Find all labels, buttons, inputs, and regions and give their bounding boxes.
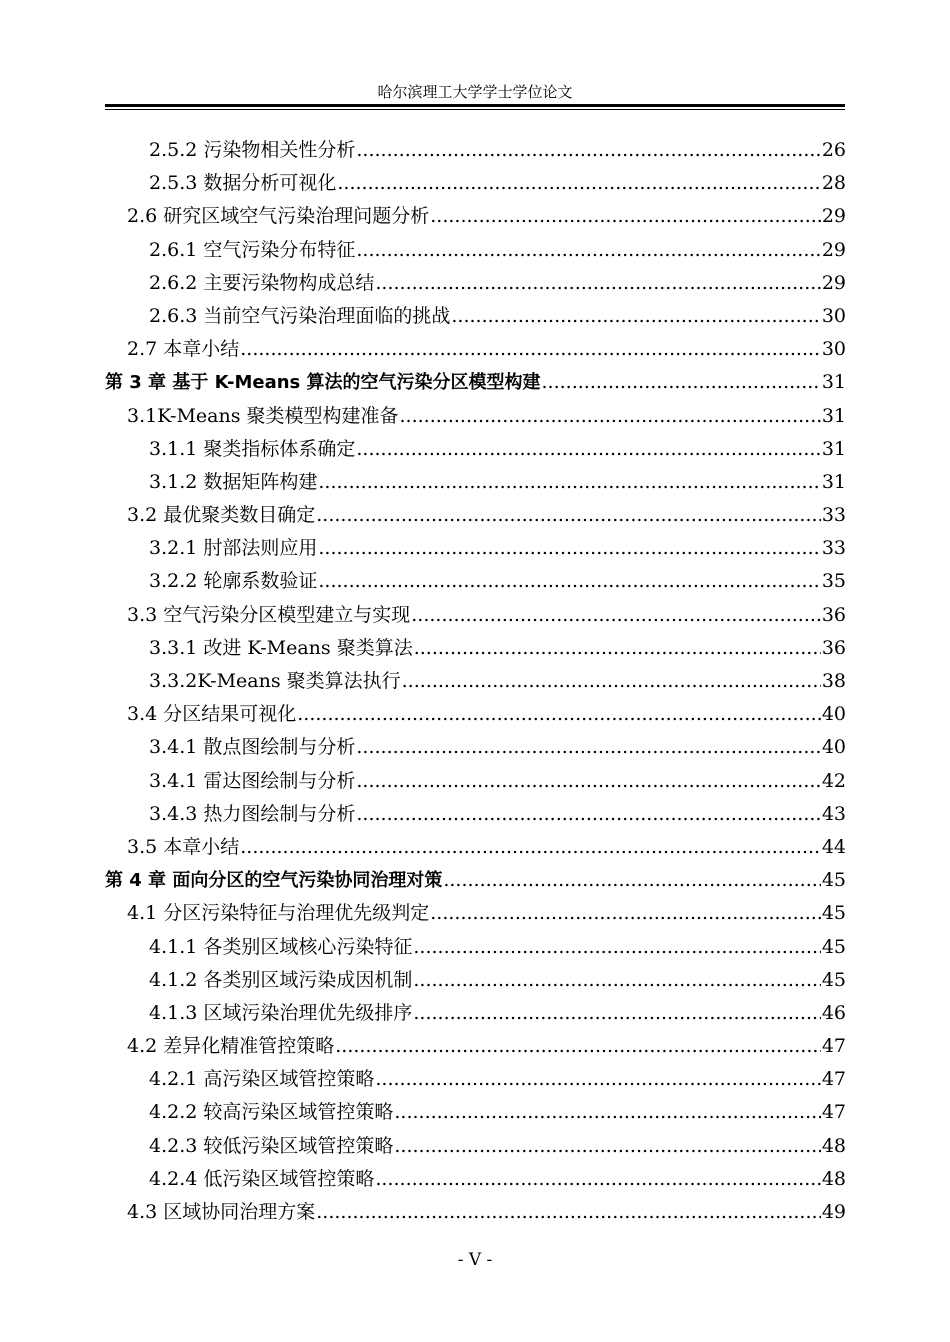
toc-dot-leader	[316, 499, 821, 532]
toc-dot-leader	[356, 765, 820, 798]
toc-entry-page: 29	[821, 238, 846, 261]
toc-entry[interactable]	[105, 765, 846, 798]
toc-entry-page: 31	[821, 470, 846, 493]
toc-entry[interactable]	[105, 466, 846, 499]
toc-entry-page: 31	[821, 404, 846, 427]
toc-entry[interactable]	[105, 632, 846, 665]
toc-entry-title: 3.4 分区结果可视化	[127, 703, 297, 726]
toc-entry-title: 3.1K-Means 聚类模型构建准备	[127, 404, 399, 427]
toc-entry-title: 3.3.1 改进 K-Means 聚类算法	[149, 636, 413, 659]
toc-entry[interactable]	[105, 731, 846, 764]
toc-dot-leader	[375, 1163, 820, 1196]
toc-dot-leader	[337, 167, 820, 200]
toc-entry[interactable]	[105, 366, 846, 399]
toc-entry-page: 43	[821, 802, 846, 825]
toc-dot-leader	[400, 400, 821, 433]
toc-dot-leader	[356, 234, 820, 267]
running-header: 哈尔滨理工大学学士学位论文	[377, 83, 573, 101]
toc-entry[interactable]	[105, 665, 846, 698]
toc-entry[interactable]	[105, 997, 846, 1030]
page-number: - V -	[457, 1250, 493, 1270]
toc-entry-title: 2.6.2 主要污染物构成总结	[149, 271, 375, 294]
toc-entry-page: 40	[821, 703, 846, 726]
toc-dot-leader	[542, 366, 821, 399]
toc-entry-title: 3.3.2K-Means 聚类算法执行	[149, 670, 401, 692]
toc-dot-leader	[413, 997, 820, 1030]
toc-entry-page: 47	[821, 1068, 846, 1091]
toc-entry-title: 4.1.3 区域污染治理优先级排序	[149, 1001, 413, 1024]
toc-entry[interactable]	[105, 333, 846, 366]
toc-entry-page: 26	[821, 139, 846, 161]
toc-entry-page: 29	[821, 205, 846, 228]
toc-dot-leader	[430, 897, 821, 930]
toc-entry[interactable]	[105, 798, 846, 831]
toc-entry-page: 29	[821, 271, 846, 294]
toc-entry[interactable]	[105, 831, 846, 864]
toc-dot-leader	[402, 665, 821, 698]
toc-entry[interactable]	[105, 400, 846, 433]
toc-dot-leader	[394, 1130, 820, 1163]
toc-entry[interactable]	[105, 167, 846, 200]
toc-entry-title: 4.2.1 高污染区域管控策略	[149, 1068, 375, 1091]
toc-entry[interactable]	[105, 532, 846, 565]
toc-entry-title: 2.6.1 空气污染分布特征	[149, 238, 356, 261]
toc-entry-page: 47	[821, 1101, 846, 1124]
toc-entry-page: 45	[821, 968, 846, 991]
toc-entry-page: 30	[821, 304, 846, 327]
toc-entry[interactable]	[105, 1096, 846, 1129]
toc-entry-title: 第 4 章 面向分区的空气污染协同治理对策	[105, 870, 443, 892]
toc-entry-title: 4.2.3 较低污染区域管控策略	[149, 1134, 394, 1157]
toc-entry[interactable]	[105, 565, 846, 598]
toc-dot-leader	[335, 1030, 821, 1063]
toc-entry-title: 3.4.3 热力图绘制与分析	[149, 802, 356, 825]
toc-entry-page: 42	[821, 769, 846, 792]
toc-dot-leader	[318, 532, 820, 565]
toc-dot-leader	[356, 731, 820, 764]
toc-entry-title: 3.4.1 散点图绘制与分析	[149, 736, 356, 759]
toc-entry-title: 2.7 本章小结	[127, 338, 240, 361]
toc-dot-leader	[316, 1196, 821, 1229]
toc-entry-title: 2.5.3 数据分析可视化	[149, 172, 337, 195]
toc-dot-leader	[394, 1096, 820, 1129]
toc-entry-title: 4.2.4 低污染区域管控策略	[149, 1167, 375, 1190]
toc-dot-leader	[240, 831, 821, 864]
toc-entry[interactable]	[105, 1030, 846, 1063]
toc-entry-title: 4.3 区域协同治理方案	[127, 1201, 316, 1223]
toc-entry[interactable]	[105, 897, 846, 930]
toc-entry-title: 3.5 本章小结	[127, 835, 240, 858]
toc-entry-title: 3.1.2 数据矩阵构建	[149, 470, 318, 493]
toc-entry-page: 38	[821, 670, 846, 692]
toc-entry-page: 46	[821, 1001, 846, 1024]
toc-entry[interactable]	[105, 234, 846, 267]
toc-entry-title: 4.2.2 较高污染区域管控策略	[149, 1101, 394, 1124]
toc-dot-leader	[414, 632, 821, 665]
toc-dot-leader	[411, 599, 821, 632]
toc-entry-page: 45	[821, 902, 846, 925]
toc-entry-title: 2.6 研究区域空气污染治理问题分析	[127, 205, 430, 228]
toc-entry[interactable]	[105, 300, 846, 333]
toc-entry-title: 第 3 章 基于 K-Means 算法的空气污染分区模型构建	[105, 372, 541, 394]
toc-entry-title: 2.5.2 污染物相关性分析	[149, 139, 356, 161]
toc-entry-title: 4.2 差异化精准管控策略	[127, 1035, 335, 1058]
toc-entry-page: 49	[821, 1201, 846, 1223]
toc-entry[interactable]	[105, 931, 846, 964]
toc-entry[interactable]	[105, 964, 846, 997]
toc-entry[interactable]	[105, 698, 846, 731]
toc-entry-title: 4.1.1 各类别区域核心污染特征	[149, 935, 413, 958]
toc-entry[interactable]	[105, 599, 846, 632]
toc-dot-leader	[356, 433, 820, 466]
toc-entry-page: 30	[821, 338, 846, 361]
toc-dot-leader	[318, 565, 820, 598]
toc-entry[interactable]	[105, 1063, 846, 1096]
toc-entry-page: 36	[821, 603, 846, 626]
toc-entry-page: 31	[821, 437, 846, 460]
toc-entry-title: 3.2.2 轮廓系数验证	[149, 570, 318, 593]
toc-entry[interactable]	[105, 864, 846, 897]
toc-entry[interactable]	[105, 1163, 846, 1196]
toc-dot-leader	[356, 134, 820, 167]
toc-entry-title: 3.3 空气污染分区模型建立与实现	[127, 603, 411, 626]
toc-entry[interactable]	[105, 1196, 846, 1229]
toc-entry-page: 44	[821, 835, 846, 858]
toc-entry-page: 40	[821, 736, 846, 759]
toc-entry[interactable]	[105, 200, 846, 233]
toc-entry-page: 35	[821, 570, 846, 593]
toc-dot-leader	[375, 1063, 820, 1096]
toc-entry[interactable]	[105, 433, 846, 466]
toc-dot-leader	[297, 698, 821, 731]
toc-entry-page: 33	[821, 504, 846, 527]
toc-entry-page: 45	[821, 869, 846, 892]
toc-entry-page: 31	[821, 371, 846, 394]
toc-entry[interactable]	[105, 499, 846, 532]
toc-dot-leader	[451, 300, 820, 333]
toc-entry-title: 3.2 最优聚类数目确定	[127, 504, 316, 527]
toc-entry-page: 45	[821, 935, 846, 958]
toc-dot-leader	[430, 200, 821, 233]
toc-dot-leader	[413, 964, 820, 997]
toc-dot-leader	[413, 931, 820, 964]
toc-dot-leader	[318, 466, 820, 499]
toc-entry[interactable]	[105, 134, 846, 167]
toc-entry-page: 48	[821, 1167, 846, 1190]
toc-entry-title: 3.4.1 雷达图绘制与分析	[149, 769, 356, 792]
toc-entry-title: 3.1.1 聚类指标体系确定	[149, 437, 356, 460]
toc-dot-leader	[356, 798, 820, 831]
toc-dot-leader	[375, 267, 820, 300]
toc-entry-title: 2.6.3 当前空气污染治理面临的挑战	[149, 304, 451, 327]
table-of-contents	[105, 134, 846, 1229]
toc-entry-page: 36	[821, 636, 846, 659]
toc-entry-page: 47	[821, 1035, 846, 1058]
header-rule-thick	[105, 104, 845, 107]
toc-entry-page: 28	[821, 172, 846, 195]
toc-dot-leader	[240, 333, 821, 366]
toc-entry-title: 3.2.1 肘部法则应用	[149, 537, 318, 560]
toc-dot-leader	[443, 864, 820, 897]
toc-entry-page: 33	[821, 537, 846, 560]
toc-entry[interactable]	[105, 267, 846, 300]
header-rule-thin	[105, 109, 845, 110]
toc-entry-title: 4.1 分区污染特征与治理优先级判定	[127, 902, 430, 925]
toc-entry[interactable]	[105, 1130, 846, 1163]
toc-entry-page: 48	[821, 1134, 846, 1157]
toc-entry-title: 4.1.2 各类别区域污染成因机制	[149, 968, 413, 991]
